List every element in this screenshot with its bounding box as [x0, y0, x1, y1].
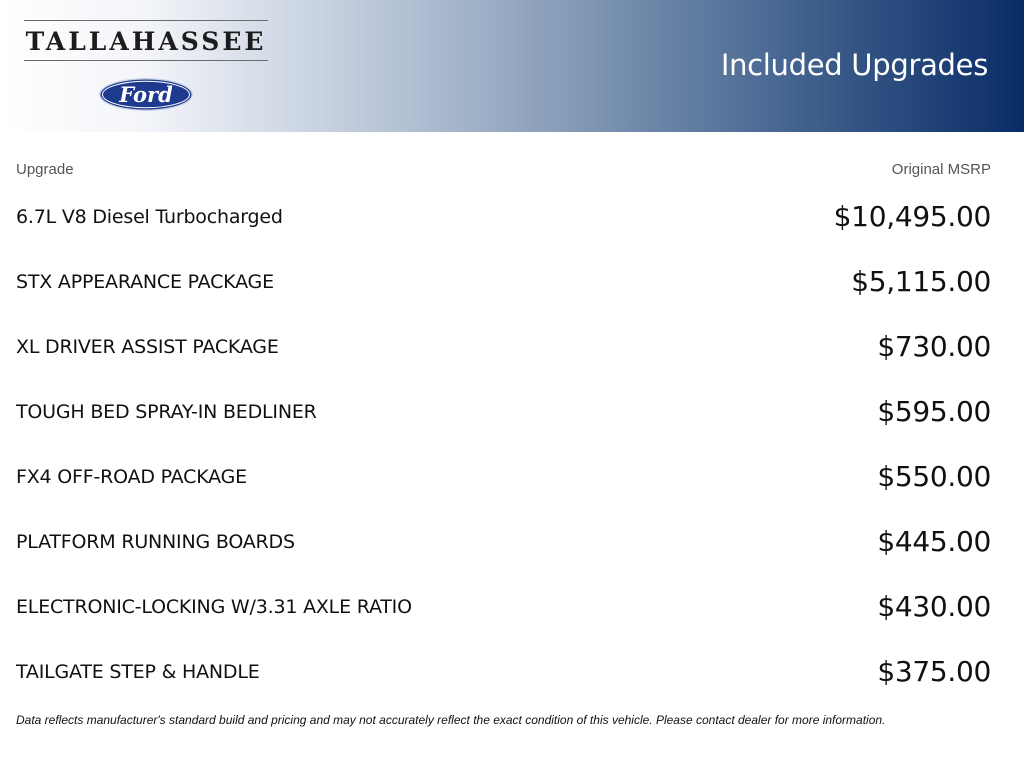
- upgrade-name: XL DRIVER ASSIST PACKAGE: [16, 336, 279, 358]
- ford-logo-text: Ford: [119, 82, 173, 107]
- upgrade-price: $430.00: [877, 590, 991, 623]
- table-row: [16, 520, 991, 585]
- table-row: [16, 585, 991, 650]
- upgrade-price: $10,495.00: [833, 200, 991, 233]
- ford-logo-icon: [98, 77, 194, 112]
- table-row: [16, 455, 991, 520]
- header-banner: [0, 0, 1024, 132]
- table-row: [16, 325, 991, 390]
- table-row: [16, 195, 991, 260]
- upgrade-name: 6.7L V8 Diesel Turbocharged: [16, 206, 283, 228]
- dealer-name: TALLAHASSEE: [24, 20, 268, 61]
- upgrade-name: STX APPEARANCE PACKAGE: [16, 271, 274, 293]
- column-header-msrp: Original MSRP: [891, 161, 991, 178]
- table-row: [16, 390, 991, 455]
- upgrade-name: TOUGH BED SPRAY-IN BEDLINER: [16, 401, 317, 423]
- upgrade-price: $445.00: [877, 525, 991, 558]
- page-title: Included Upgrades: [720, 48, 988, 82]
- table-row: [16, 260, 991, 325]
- upgrade-name: FX4 OFF-ROAD PACKAGE: [16, 466, 247, 488]
- table-row: [16, 650, 991, 715]
- column-header-upgrade: Upgrade: [16, 161, 74, 178]
- upgrade-name: TAILGATE STEP & HANDLE: [16, 661, 260, 683]
- upgrade-name: PLATFORM RUNNING BOARDS: [16, 531, 295, 553]
- upgrade-price: $550.00: [877, 460, 991, 493]
- disclaimer-text: Data reflects manufacturer's standard build and pricing and may not accurately reflect the exact condition of this vehicle. Please contact dealer for more information.: [16, 713, 886, 727]
- upgrade-price: $5,115.00: [851, 265, 991, 298]
- upgrade-price: $730.00: [877, 330, 991, 363]
- upgrade-price: $375.00: [877, 655, 991, 688]
- upgrade-list: [16, 195, 991, 715]
- upgrade-name: ELECTRONIC-LOCKING W/3.31 AXLE RATIO: [16, 596, 412, 618]
- upgrade-price: $595.00: [877, 395, 991, 428]
